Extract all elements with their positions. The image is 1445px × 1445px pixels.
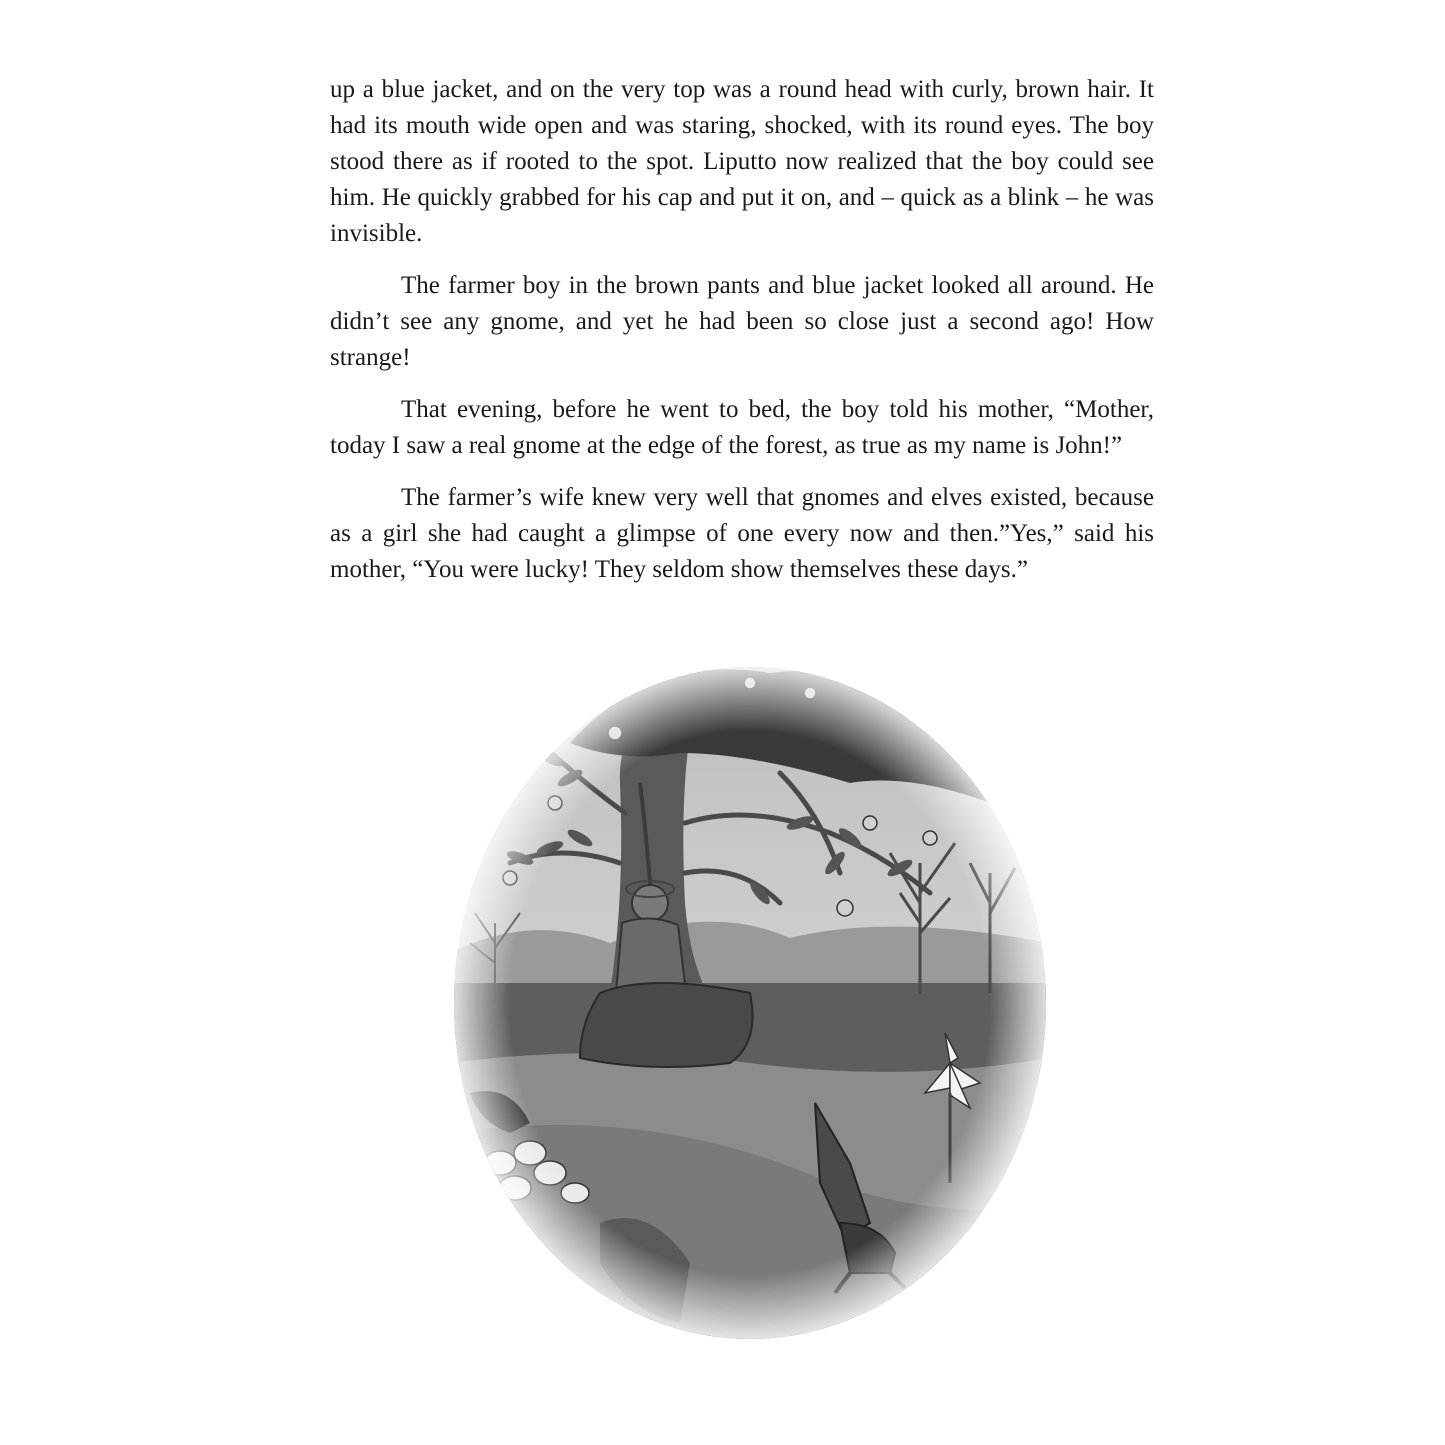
illustration-scene (450, 663, 1050, 1343)
paragraph-1: up a blue jacket, and on the very top was a round head with curly, brown hair. It had its mouth wide open and was staring, shocked, with its round eyes. The boy stood there as if rooted to the spot. Liputto now realized that the boy could see him. He quickly grabbed for his cap and put it on, and – quick as a blink – he was invisible. (330, 76, 1154, 247)
story-text (330, 72, 1154, 604)
story-illustration (450, 663, 1050, 1343)
illustration-svg (450, 663, 1050, 1343)
paragraph-4: The farmer’s wife knew very well that gnomes and elves existed, because as a girl she had caught a glimpse of one every now and then.”Yes,” said his mother, “You were lucky! They seldom show themselves these days.” (330, 484, 1154, 583)
vignette (450, 663, 1050, 1343)
paragraph-3: That evening, before he went to bed, the boy told his mother, “Mother, today I saw a real gnome at the edge of the forest, as true as my name is John!” (330, 396, 1154, 459)
paragraph-2: The farmer boy in the brown pants and blue jacket looked all around. He didn’t see any gnome, and yet he had been so close just a second ago! How strange! (330, 272, 1154, 371)
